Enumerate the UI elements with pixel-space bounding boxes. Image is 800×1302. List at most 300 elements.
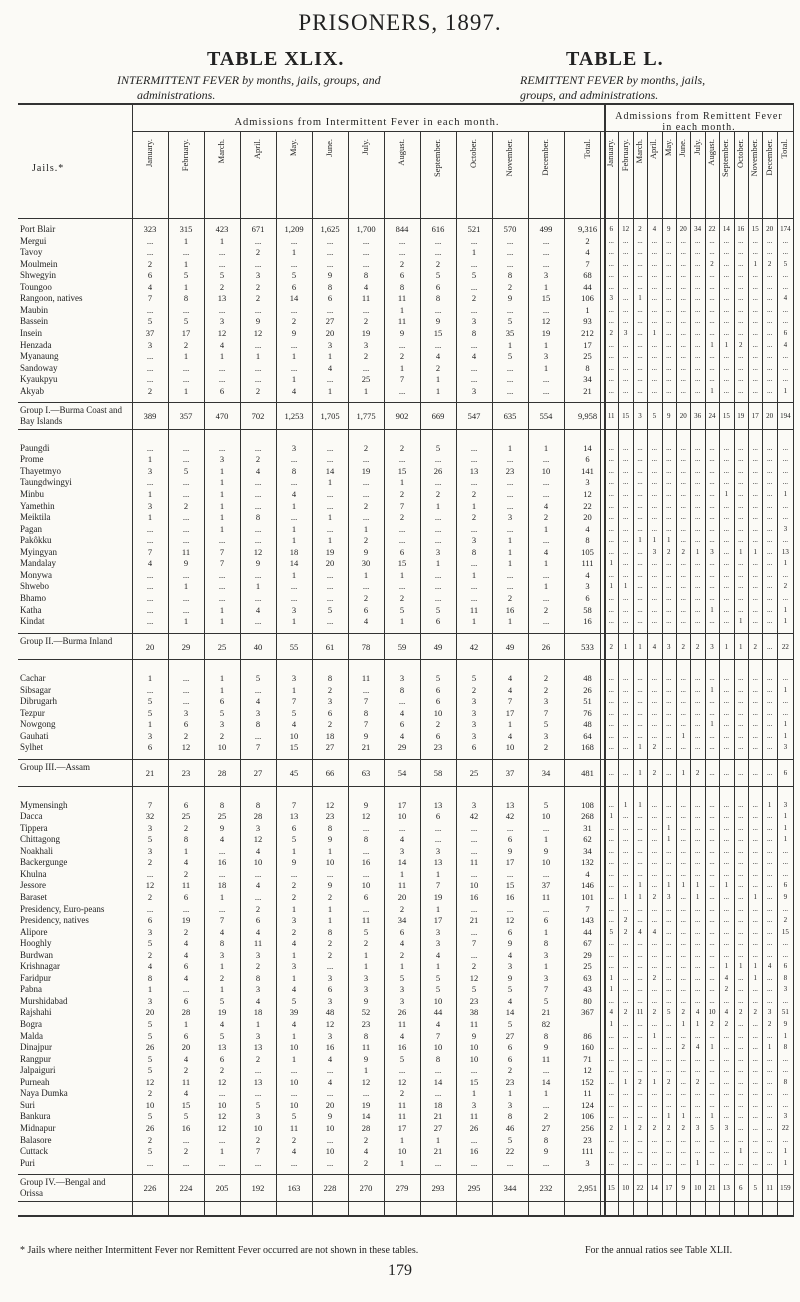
remittent-cell: ... — [608, 386, 614, 395]
intermittent-cell: 4 — [507, 949, 513, 960]
remittent-cell: 1 — [638, 800, 642, 809]
remittent-cell: ... — [738, 950, 744, 959]
remittent-cell: ... — [694, 985, 701, 994]
intermittent-cell: 1 — [585, 304, 590, 315]
group-total-cell: 54 — [397, 768, 407, 778]
remittent-cell: ... — [680, 743, 686, 752]
jail-name: Dacca — [20, 811, 43, 822]
remittent-cell: ... — [694, 812, 701, 821]
remittent-cell: ... — [782, 570, 789, 579]
intermittent-cell: ... — [362, 845, 370, 856]
remittent-cell: ... — [622, 881, 629, 890]
group-remittent-cell: 1 — [724, 642, 729, 651]
remittent-cell: 2 — [710, 1020, 714, 1028]
remittent-cell: ... — [766, 271, 773, 280]
remittent-cell: ... — [637, 501, 643, 510]
remittent-cell: ... — [738, 570, 744, 579]
intermittent-cell: 2 — [255, 293, 261, 304]
remittent-cell: ... — [637, 1031, 643, 1040]
group-total-cell: 205 — [215, 1183, 229, 1194]
intermittent-cell: ... — [146, 442, 154, 453]
jail-name: Myingyan — [20, 546, 57, 557]
remittent-cell: ... — [752, 1066, 758, 1075]
remittent-cell: ... — [738, 800, 744, 809]
intermittent-cell: ... — [182, 1157, 190, 1168]
intermittent-cell: ... — [182, 535, 190, 546]
remittent-cell: ... — [752, 1147, 758, 1156]
intermittent-cell: 1 — [183, 845, 189, 856]
remittent-cell: 1 — [783, 386, 788, 395]
intermittent-cell: 4 — [399, 707, 405, 718]
intermittent-cell: 14 — [289, 293, 299, 304]
remittent-cell: ... — [666, 1043, 672, 1052]
remittent-cell: ... — [666, 559, 672, 568]
remittent-cell: ... — [752, 674, 758, 683]
remittent-cell: 1 — [638, 536, 642, 545]
remittent-cell: ... — [680, 352, 686, 361]
group-remittent-cell: 19 — [737, 412, 745, 421]
remittent-cell: 2 — [667, 547, 671, 556]
remittent-cell: ... — [622, 513, 629, 522]
intermittent-cell: 6 — [507, 834, 513, 845]
remittent-cell: ... — [608, 916, 614, 925]
remittent-cell: ... — [637, 939, 643, 948]
intermittent-cell: ... — [182, 592, 190, 603]
intermittent-cell: ... — [254, 535, 262, 546]
intermittent-cell: 8 — [255, 512, 261, 523]
right-month-header: June. — [677, 139, 688, 157]
intermittent-cell: 106 — [581, 293, 594, 304]
intermittent-cell: 9 — [363, 546, 369, 557]
intermittent-cell: 6 — [507, 1053, 513, 1064]
remittent-cell: ... — [782, 248, 789, 257]
intermittent-cell: 1 — [147, 512, 153, 523]
remittent-cell: ... — [752, 294, 758, 303]
remittent-cell: ... — [666, 328, 672, 337]
intermittent-cell: 8 — [471, 327, 477, 338]
intermittent-cell: 6 — [435, 811, 441, 822]
intermittent-cell: 4 — [471, 351, 477, 362]
intermittent-cell: ... — [146, 477, 154, 488]
remittent-cell: ... — [622, 294, 629, 303]
intermittent-cell: 86 — [583, 1030, 592, 1041]
intermittent-cell: 4 — [327, 1076, 333, 1087]
group-remittent-cell: 9 — [681, 1184, 685, 1193]
remittent-cell: ... — [766, 835, 773, 844]
intermittent-cell: 4 — [363, 616, 369, 627]
remittent-cell: ... — [782, 455, 789, 464]
intermittent-cell: 3 — [327, 696, 333, 707]
remittent-cell: ... — [694, 340, 701, 349]
remittent-cell: ... — [680, 501, 686, 510]
remittent-cell: ... — [622, 869, 629, 878]
remittent-cell: ... — [766, 375, 773, 384]
remittent-cell: ... — [694, 328, 701, 337]
remittent-cell: ... — [782, 1100, 789, 1109]
jail-name: Balasore — [20, 1134, 52, 1145]
remittent-cell: ... — [738, 939, 744, 948]
jail-name: Shwebo — [20, 581, 49, 592]
remittent-cell: ... — [694, 282, 701, 291]
remittent-cell: ... — [766, 950, 773, 959]
remittent-cell: ... — [766, 536, 773, 545]
remittent-cell: ... — [766, 1054, 773, 1063]
intermittent-cell: 2 — [255, 454, 261, 465]
jail-name: Noakhali — [20, 845, 53, 856]
remittent-cell: ... — [738, 1020, 744, 1028]
remittent-cell: ... — [694, 478, 701, 487]
remittent-cell: 6 — [783, 962, 788, 971]
group-rule — [18, 1201, 794, 1202]
jail-name: Alipore — [20, 926, 48, 937]
remittent-cell: ... — [651, 685, 657, 694]
intermittent-cell: 132 — [581, 857, 594, 868]
remittent-cell: ... — [694, 916, 701, 925]
intermittent-cell: 1 — [291, 903, 297, 914]
remittent-cell: ... — [666, 340, 672, 349]
remittent-cell: ... — [651, 340, 657, 349]
intermittent-cell: 7 — [399, 500, 405, 511]
intermittent-cell: 6 — [399, 270, 405, 281]
remittent-cell: ... — [651, 1089, 657, 1098]
remittent-cell: ... — [637, 570, 643, 579]
remittent-cell: ... — [680, 1089, 686, 1098]
intermittent-cell: 1 — [399, 569, 405, 580]
remittent-cell: ... — [752, 904, 758, 913]
remittent-cell: ... — [608, 617, 614, 626]
remittent-cell: ... — [608, 685, 614, 694]
group-total-cell: 554 — [539, 411, 553, 422]
remittent-cell: ... — [680, 904, 686, 913]
remittent-cell: ... — [622, 375, 629, 384]
intermittent-cell: 3 — [585, 1157, 590, 1168]
intermittent-cell: 16 — [397, 1042, 407, 1053]
intermittent-cell: 8 — [543, 938, 549, 949]
intermittent-cell: ... — [434, 304, 442, 315]
intermittent-cell: 3 — [147, 730, 153, 741]
intermittent-cell: 7 — [219, 558, 225, 569]
intermittent-cell: 68 — [583, 270, 592, 281]
intermittent-cell: ... — [362, 512, 370, 523]
remittent-cell: ... — [680, 708, 686, 717]
remittent-cell: ... — [782, 1089, 789, 1098]
intermittent-cell: 17 — [505, 707, 515, 718]
intermittent-cell: ... — [326, 961, 334, 972]
intermittent-cell: 27 — [505, 1030, 515, 1041]
jail-name: Kyaukpyu — [20, 374, 58, 385]
group-rule — [18, 759, 794, 760]
intermittent-cell: 4 — [147, 281, 153, 292]
intermittent-cell: 1 — [507, 616, 513, 627]
remittent-cell: ... — [723, 1135, 729, 1144]
group-total-cell: 58 — [433, 768, 443, 778]
remittent-cell: ... — [622, 593, 629, 602]
intermittent-cell: ... — [362, 304, 370, 315]
remittent-cell: ... — [680, 305, 686, 314]
remittent-cell: 1 — [739, 617, 743, 626]
jail-name: Port Blair — [20, 224, 56, 234]
intermittent-cell: 4 — [291, 719, 297, 730]
intermittent-cell: 23 — [325, 811, 335, 822]
group-total-cell: 232 — [539, 1183, 553, 1194]
intermittent-cell: 1 — [435, 903, 441, 914]
remittent-cell: ... — [608, 1147, 614, 1156]
intermittent-cell: 423 — [215, 224, 229, 234]
remittent-cell: ... — [651, 1066, 657, 1075]
remittent-cell: 1 — [695, 881, 700, 890]
intermittent-cell: 10 — [217, 1099, 227, 1110]
intermittent-cell: 1 — [471, 247, 477, 258]
intermittent-cell: 4 — [255, 604, 261, 615]
remittent-cell: ... — [666, 1066, 672, 1075]
group-remittent-cell: 2 — [609, 642, 613, 651]
intermittent-cell: 1 — [435, 385, 441, 396]
intermittent-cell: 7 — [399, 374, 405, 385]
group-remittent-cell: 6 — [783, 769, 788, 777]
group-remittent-cell: 5 — [652, 412, 657, 421]
remittent-cell: ... — [766, 593, 773, 602]
intermittent-cell: 2 — [255, 1053, 261, 1064]
jail-name: Sylhet — [20, 742, 44, 753]
intermittent-cell: 2 — [363, 592, 369, 603]
intermittent-cell: 2 — [291, 1134, 297, 1145]
intermittent-cell: ... — [254, 374, 262, 385]
jail-name: Mergui — [20, 235, 47, 246]
remittent-cell: ... — [723, 697, 729, 706]
intermittent-cell: 8 — [291, 465, 297, 476]
remittent-cell: ... — [637, 490, 643, 498]
remittent-cell: 2 — [652, 973, 657, 982]
jail-name: Kindat — [20, 616, 45, 627]
intermittent-cell: 6 — [147, 270, 153, 281]
intermittent-cell: 3 — [147, 926, 153, 937]
intermittent-cell: 22 — [505, 1146, 515, 1157]
remittent-cell: ... — [738, 1089, 744, 1098]
remittent-cell: ... — [608, 536, 614, 545]
intermittent-cell: 9 — [543, 845, 549, 856]
left-month-header: August. — [396, 139, 406, 166]
intermittent-cell: ... — [542, 822, 550, 833]
group-remittent-cell: 11 — [607, 412, 615, 421]
intermittent-cell: 1 — [219, 891, 225, 902]
remittent-cell: ... — [666, 455, 672, 464]
intermittent-cell: ... — [146, 351, 154, 362]
intermittent-cell: 30 — [361, 558, 371, 569]
remittent-cell: 51 — [781, 1008, 789, 1017]
intermittent-cell: 6 — [399, 926, 405, 937]
intermittent-cell: ... — [254, 730, 262, 741]
intermittent-cell: 3 — [147, 500, 153, 511]
remittent-cell: ... — [694, 375, 701, 384]
intermittent-cell: 1 — [435, 1134, 441, 1145]
intermittent-cell: ... — [218, 374, 226, 385]
remittent-cell: ... — [666, 1020, 672, 1028]
remittent-cell: ... — [637, 271, 643, 280]
remittent-cell: 5 — [667, 1008, 671, 1017]
remittent-cell: ... — [651, 282, 657, 291]
intermittent-cell: 8 — [399, 281, 405, 292]
intermittent-cell: 16 — [505, 604, 515, 615]
intermittent-cell: 141 — [581, 465, 594, 476]
intermittent-cell: 11 — [469, 1111, 479, 1122]
intermittent-cell: 3 — [435, 938, 441, 949]
intermittent-cell: 5 — [291, 834, 297, 845]
intermittent-cell: 4 — [327, 1053, 333, 1064]
intermittent-cell: 34 — [397, 915, 407, 926]
jail-name: Tippera — [20, 822, 48, 833]
right-month-header: August. — [706, 139, 716, 166]
group-total-cell: 27 — [253, 768, 263, 778]
intermittent-cell: ... — [434, 247, 442, 258]
group-remittent-cell: 20 — [766, 412, 774, 421]
remittent-cell: ... — [738, 846, 744, 855]
intermittent-cell: 11 — [469, 1019, 479, 1029]
group-total-cell: 1,705 — [320, 411, 340, 422]
intermittent-cell: ... — [218, 1157, 226, 1168]
intermittent-cell: 48 — [325, 1007, 335, 1018]
intermittent-cell: 3 — [399, 995, 405, 1006]
right-month-header: February. — [619, 139, 630, 172]
remittent-cell: ... — [738, 973, 744, 982]
remittent-cell: ... — [709, 800, 715, 809]
remittent-cell: ... — [694, 248, 701, 257]
intermittent-cell: 5 — [219, 995, 225, 1006]
remittent-cell: ... — [694, 858, 701, 867]
intermittent-cell: 15 — [181, 1099, 191, 1110]
remittent-cell: ... — [752, 593, 758, 602]
intermittent-cell: 10 — [397, 1146, 407, 1157]
remittent-cell: ... — [651, 513, 657, 522]
intermittent-cell: 9 — [471, 1030, 477, 1041]
intermittent-cell: 5 — [507, 1019, 513, 1029]
group-remittent-cell: ... — [752, 769, 758, 777]
remittent-cell: ... — [766, 524, 773, 533]
group-total-cell: 902 — [395, 411, 409, 422]
remittent-cell: ... — [608, 823, 614, 832]
remittent-cell: ... — [637, 282, 643, 291]
intermittent-cell: 5 — [507, 1134, 513, 1145]
remittent-cell: ... — [709, 513, 715, 522]
intermittent-cell: 1 — [327, 903, 333, 914]
remittent-cell: ... — [738, 916, 744, 925]
remittent-cell: 6 — [783, 328, 788, 337]
intermittent-cell: ... — [542, 569, 550, 580]
remittent-cell: ... — [766, 570, 773, 579]
intermittent-cell: 5 — [147, 1111, 153, 1122]
remittent-cell: ... — [782, 536, 789, 545]
remittent-cell: 1 — [695, 1158, 700, 1167]
remittent-cell: ... — [752, 524, 758, 533]
remittent-cell: ... — [723, 328, 729, 337]
intermittent-cell: 3 — [543, 730, 549, 741]
remittent-cell: ... — [694, 570, 701, 579]
intermittent-cell: 37 — [541, 880, 551, 891]
remittent-cell: 1 — [638, 743, 642, 752]
intermittent-cell: 6 — [183, 961, 189, 972]
remittent-cell: ... — [651, 858, 657, 867]
remittent-cell: ... — [738, 697, 744, 706]
jail-name: Taungdwingyi — [20, 477, 72, 488]
remittent-cell: 2 — [623, 927, 628, 936]
remittent-cell: ... — [694, 1147, 701, 1156]
intermittent-cell: ... — [470, 558, 478, 569]
intermittent-cell: 2 — [399, 903, 405, 914]
intermittent-cell: ... — [542, 616, 550, 627]
remittent-cell: 10 — [708, 1008, 716, 1017]
remittent-cell: 8 — [783, 1043, 788, 1052]
group-remittent-cell: 1 — [739, 642, 743, 651]
remittent-cell: ... — [738, 1031, 744, 1040]
remittent-cell: ... — [782, 904, 789, 913]
intermittent-cell: ... — [506, 500, 514, 511]
remittent-cell: ... — [709, 328, 715, 337]
intermittent-cell: 2 — [543, 684, 549, 695]
intermittent-cell: 19 — [361, 465, 371, 476]
intermittent-cell: 3 — [291, 673, 297, 684]
remittent-cell: ... — [723, 375, 729, 384]
remittent-cell: ... — [752, 869, 758, 878]
intermittent-cell: 12 — [541, 316, 551, 327]
group-total-cell: 61 — [325, 641, 335, 652]
intermittent-cell: 2 — [471, 489, 477, 499]
intermittent-cell: 10 — [361, 880, 371, 891]
intermittent-cell: ... — [470, 834, 478, 845]
intermittent-cell: 9 — [363, 995, 369, 1006]
remittent-cell: ... — [738, 1158, 744, 1167]
intermittent-cell: 64 — [583, 730, 592, 741]
remittent-cell: ... — [608, 835, 614, 844]
intermittent-cell: 2 — [255, 1134, 261, 1145]
group-rule — [18, 1174, 794, 1175]
remittent-cell: 2 — [623, 916, 628, 925]
remittent-cell: 2 — [767, 1020, 772, 1028]
remittent-cell: ... — [694, 962, 701, 971]
intermittent-cell: 7 — [507, 696, 513, 707]
remittent-cell: ... — [723, 282, 729, 291]
remittent-cell: ... — [738, 927, 744, 936]
group-total-cell: 45 — [289, 768, 299, 778]
remittent-cell: ... — [680, 259, 686, 268]
intermittent-cell: 1 — [255, 351, 261, 362]
intermittent-cell: 76 — [583, 707, 592, 718]
intermittent-cell: ... — [146, 1157, 154, 1168]
remittent-cell: ... — [666, 1054, 672, 1063]
remittent-cell: ... — [622, 271, 629, 280]
intermittent-cell: 8 — [435, 1053, 441, 1064]
remittent-cell: ... — [709, 708, 715, 717]
remittent-cell: 4 — [695, 1008, 700, 1017]
intermittent-cell: 5 — [471, 673, 477, 684]
right-month-header: November. — [749, 139, 760, 177]
header-bottom-rule — [18, 218, 794, 219]
remittent-cell: ... — [738, 513, 744, 522]
remittent-cell: ... — [608, 904, 614, 913]
right-month-header: January. — [605, 139, 616, 168]
intermittent-cell: 4 — [291, 385, 297, 396]
intermittent-cell: 7 — [471, 938, 477, 949]
intermittent-cell: 6 — [585, 454, 590, 465]
remittent-cell: ... — [637, 1020, 643, 1028]
remittent-cell: 1 — [767, 800, 772, 809]
intermittent-cell: 1 — [543, 281, 549, 292]
intermittent-cell: 15 — [541, 293, 551, 304]
intermittent-cell: 1 — [327, 915, 333, 926]
intermittent-cell: 2 — [147, 1134, 153, 1145]
intermittent-cell: 2 — [327, 949, 333, 960]
remittent-cell: ... — [752, 570, 758, 579]
intermittent-cell: 3 — [507, 961, 513, 972]
remittent-cell: ... — [680, 812, 686, 821]
